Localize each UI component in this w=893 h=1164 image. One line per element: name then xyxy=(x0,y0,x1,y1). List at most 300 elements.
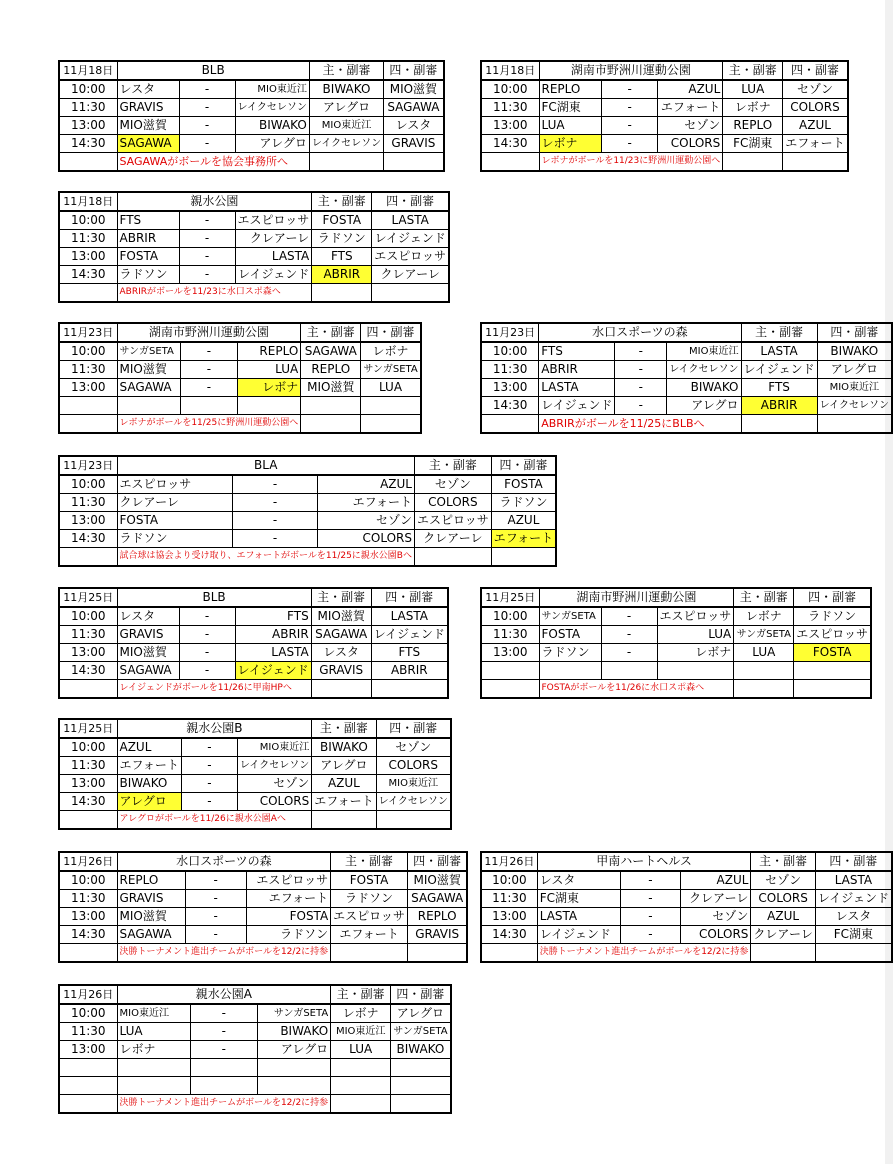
kickoff-time: 13:00 xyxy=(59,775,117,793)
home-team: GRAVIS xyxy=(117,626,179,644)
away-team: レイジェンド xyxy=(235,662,311,680)
vs-separator: - xyxy=(179,117,235,135)
note-row xyxy=(59,153,444,172)
match-row xyxy=(59,342,421,361)
vs-separator: - xyxy=(181,757,237,775)
away-team: レボナ xyxy=(237,379,300,397)
main-referee-team: レイジェンド xyxy=(741,361,817,379)
home-team xyxy=(117,1077,191,1095)
vs-separator: - xyxy=(601,117,657,135)
away-team: レイクセレソン xyxy=(235,99,309,117)
away-team: アレグロ xyxy=(257,1041,331,1059)
kickoff-time: 14:30 xyxy=(481,135,539,153)
main-referee-team: LUA xyxy=(723,80,783,99)
kickoff-time: 14:30 xyxy=(59,530,117,548)
referee-header-main: 主・副審 xyxy=(734,588,794,607)
table-header-row xyxy=(59,456,556,475)
kickoff-time: 14:30 xyxy=(59,266,117,284)
vs-separator: - xyxy=(181,775,237,793)
home-team: クレアーレ xyxy=(117,494,233,512)
vs-separator: - xyxy=(185,926,246,944)
fourth-referee-team: エフォート xyxy=(783,135,848,153)
fourth-referee-team: MIO滋賀 xyxy=(384,80,444,99)
main-referee-team: アレグロ xyxy=(309,99,383,117)
referee-header-fourth: 四・副審 xyxy=(391,985,451,1004)
ball-handover-note: 試合球は協会より受け取り、エフォートがボールを11/25に親水公園Bへ xyxy=(117,548,414,567)
home-team: FOSTA xyxy=(117,248,179,266)
vs-separator: - xyxy=(179,135,235,153)
ball-handover-note: レイジェンドがボールを11/26に甲南HPへ xyxy=(117,680,311,699)
vs-separator: - xyxy=(180,379,237,397)
match-row xyxy=(59,738,451,757)
match-row xyxy=(59,1023,451,1041)
match-row xyxy=(59,512,556,530)
fourth-referee-team xyxy=(391,1059,451,1077)
referee-header-main: 主・副審 xyxy=(331,852,408,871)
main-referee-team: SAGAWA xyxy=(301,342,361,361)
kickoff-time: 14:30 xyxy=(481,926,537,944)
kickoff-time: 14:30 xyxy=(59,793,117,811)
kickoff-time: 13:00 xyxy=(481,117,539,135)
home-team: ラドソン xyxy=(539,644,601,662)
note-spacer xyxy=(59,811,117,830)
note-row xyxy=(59,680,448,699)
kickoff-time: 13:00 xyxy=(59,117,117,135)
fourth-referee-team: レイジェンド xyxy=(372,230,449,248)
home-team: SAGAWA xyxy=(117,135,179,153)
fourth-referee-team: セゾン xyxy=(376,738,451,757)
kickoff-time: 11:30 xyxy=(59,99,117,117)
note-empty-cell xyxy=(311,680,371,699)
note-empty-cell xyxy=(301,415,361,434)
table-header-row xyxy=(59,852,467,871)
note-spacer xyxy=(59,1095,117,1114)
vs-separator: - xyxy=(620,871,681,890)
referee-header-fourth: 四・副審 xyxy=(794,588,871,607)
main-referee-team: MIO東近江 xyxy=(309,117,383,135)
main-referee-team: レボナ xyxy=(734,607,794,626)
vs-separator: - xyxy=(179,80,235,99)
ball-handover-note: ABRIRがボールを11/23に水口スポ森へ xyxy=(117,284,312,303)
home-team: レスタ xyxy=(537,871,620,890)
fourth-referee-team: REPLO xyxy=(407,908,467,926)
fourth-referee-team: GRAVIS xyxy=(384,135,444,153)
vs-separator: - xyxy=(185,908,246,926)
main-referee-team: COLORS xyxy=(414,494,491,512)
referee-header-main: 主・副審 xyxy=(312,192,372,211)
schedule-table xyxy=(58,984,452,1114)
home-team: サンガSETA xyxy=(539,607,601,626)
fourth-referee-team: FOSTA xyxy=(794,644,871,662)
away-team: クレアーレ xyxy=(235,230,312,248)
vs-separator: - xyxy=(233,530,317,548)
vs-separator: - xyxy=(191,1023,257,1041)
kickoff-time: 10:00 xyxy=(59,342,117,361)
away-team: REPLO xyxy=(237,342,300,361)
kickoff-time: 11:30 xyxy=(481,890,537,908)
match-row xyxy=(59,607,448,626)
main-referee-team xyxy=(734,662,794,680)
vs-separator: - xyxy=(180,361,237,379)
fourth-referee-team: BIWAKO xyxy=(817,342,892,361)
table-header-row xyxy=(59,985,451,1004)
note-spacer xyxy=(481,415,539,434)
fourth-referee-team: アレグロ xyxy=(391,1004,451,1023)
note-spacer xyxy=(59,680,117,699)
referee-header-main: 主・副審 xyxy=(331,985,391,1004)
away-team: セゾン xyxy=(237,775,311,793)
note-empty-cell xyxy=(371,680,448,699)
match-row xyxy=(481,135,848,153)
match-date: 11月25日 xyxy=(59,588,117,607)
kickoff-time: 11:30 xyxy=(59,494,117,512)
main-referee-team: レボナ xyxy=(331,1004,391,1023)
note-row xyxy=(59,548,556,567)
note-empty-cell xyxy=(414,548,491,567)
vs-separator: - xyxy=(233,512,317,530)
match-row xyxy=(59,793,451,811)
fourth-referee-team: エスピロッサ xyxy=(794,626,871,644)
fourth-referee-team: COLORS xyxy=(783,99,848,117)
vs-separator: - xyxy=(233,475,317,494)
away-team: クレアーレ xyxy=(681,890,751,908)
vs-separator: - xyxy=(601,135,657,153)
match-date: 11月26日 xyxy=(481,852,537,871)
kickoff-time: 14:30 xyxy=(481,397,539,415)
home-team: レイジェンド xyxy=(539,397,615,415)
home-team: GRAVIS xyxy=(117,99,179,117)
fourth-referee-team: レイジェンド xyxy=(815,890,892,908)
ball-handover-note: FOSTAがボールを11/26に水口スポ森へ xyxy=(539,680,734,699)
note-row xyxy=(481,153,848,172)
match-row xyxy=(59,757,451,775)
venue-name: 湖南市野洲川運動公園 xyxy=(539,61,723,80)
away-team: エスピロッサ xyxy=(235,211,312,230)
vs-separator xyxy=(180,397,237,415)
fourth-referee-team: レスタ xyxy=(384,117,444,135)
home-team xyxy=(117,1059,191,1077)
scrollbar[interactable] xyxy=(885,0,893,1164)
table-header-row xyxy=(481,852,892,871)
schedule-table xyxy=(58,718,452,830)
away-team: ラドソン xyxy=(246,926,330,944)
main-referee-team: ラドソン xyxy=(312,230,372,248)
vs-separator xyxy=(601,662,657,680)
away-team: エフォート xyxy=(246,890,330,908)
main-referee-team: FOSTA xyxy=(312,211,372,230)
kickoff-time: 13:00 xyxy=(59,644,117,662)
main-referee-team: エフォート xyxy=(331,926,408,944)
match-row xyxy=(59,644,448,662)
note-empty-cell xyxy=(491,548,556,567)
main-referee-team: MIO滋賀 xyxy=(301,379,361,397)
home-team: FC湖東 xyxy=(539,99,601,117)
vs-separator: - xyxy=(179,99,235,117)
match-row xyxy=(59,117,444,135)
fourth-referee-team: AZUL xyxy=(783,117,848,135)
home-team: FOSTA xyxy=(117,512,233,530)
referee-header-main: 主・副審 xyxy=(751,852,815,871)
kickoff-time xyxy=(59,1077,117,1095)
away-team: エフォート xyxy=(658,99,723,117)
referee-header-fourth: 四・副審 xyxy=(817,323,892,342)
match-row xyxy=(59,1077,451,1095)
main-referee-team xyxy=(301,397,361,415)
main-referee-team: MIO滋賀 xyxy=(311,607,371,626)
note-row xyxy=(59,415,421,434)
vs-separator: - xyxy=(191,1041,257,1059)
ball-handover-note: アレグロがボールを11/26に親水公園Aへ xyxy=(117,811,312,830)
kickoff-time: 11:30 xyxy=(59,626,117,644)
home-team: エスピロッサ xyxy=(117,475,233,494)
note-spacer xyxy=(481,944,537,963)
home-team: レイジェンド xyxy=(537,926,620,944)
away-team: ABRIR xyxy=(235,626,311,644)
venue-name: 親水公園B xyxy=(117,719,312,738)
home-team: FTS xyxy=(539,342,615,361)
fourth-referee-team xyxy=(391,1077,451,1095)
note-spacer xyxy=(59,284,117,303)
kickoff-time: 14:30 xyxy=(59,662,117,680)
kickoff-time: 10:00 xyxy=(481,80,539,99)
referee-header-fourth: 四・副審 xyxy=(372,192,449,211)
home-team: FC湖東 xyxy=(537,890,620,908)
note-row xyxy=(59,1095,451,1114)
fourth-referee-team: サンガSETA xyxy=(361,361,421,379)
away-team: COLORS xyxy=(658,135,723,153)
kickoff-time: 10:00 xyxy=(59,871,117,890)
note-row xyxy=(59,811,451,830)
match-date: 11月18日 xyxy=(59,192,117,211)
vs-separator: - xyxy=(601,607,657,626)
note-empty-cell xyxy=(376,811,451,830)
match-row xyxy=(59,1004,451,1023)
note-empty-cell xyxy=(751,944,815,963)
home-team: MIO滋賀 xyxy=(117,908,185,926)
fourth-referee-team: LASTA xyxy=(815,871,892,890)
referee-header-main: 主・副審 xyxy=(414,456,491,475)
kickoff-time xyxy=(59,1059,117,1077)
home-team: ABRIR xyxy=(539,361,615,379)
kickoff-time: 14:30 xyxy=(59,135,117,153)
away-team: COLORS xyxy=(681,926,751,944)
fourth-referee-team: LUA xyxy=(361,379,421,397)
schedule-table xyxy=(480,322,893,434)
away-team: レイクセレソン xyxy=(667,361,741,379)
fourth-referee-team: FOSTA xyxy=(491,475,556,494)
note-empty-cell xyxy=(817,415,892,434)
vs-separator: - xyxy=(615,397,667,415)
home-team: MIO東近江 xyxy=(117,1004,191,1023)
main-referee-team: エスピロッサ xyxy=(331,908,408,926)
referee-header-main: 主・副審 xyxy=(723,61,783,80)
referee-header-main: 主・副審 xyxy=(312,719,376,738)
main-referee-team: レイクセレソン xyxy=(309,135,383,153)
away-team: セゾン xyxy=(681,908,751,926)
note-row xyxy=(481,680,871,699)
match-row xyxy=(59,494,556,512)
fourth-referee-team: ABRIR xyxy=(371,662,448,680)
vs-separator: - xyxy=(615,361,667,379)
fourth-referee-team: レイクセレソン xyxy=(817,397,892,415)
vs-separator: - xyxy=(179,266,235,284)
home-team: ラドソン xyxy=(117,266,179,284)
ball-handover-note: ABRIRがボールを11/25にBLBへ xyxy=(539,415,741,434)
home-team: ABRIR xyxy=(117,230,179,248)
vs-separator: - xyxy=(181,793,237,811)
vs-separator: - xyxy=(620,926,681,944)
ball-handover-note: 決勝トーナメント進出チームがボールを12/2に持参 xyxy=(117,944,331,963)
schedule-table xyxy=(58,851,468,963)
match-row xyxy=(59,1041,451,1059)
home-team: レスタ xyxy=(117,607,179,626)
referee-header-fourth: 四・副審 xyxy=(371,588,448,607)
home-team: REPLO xyxy=(539,80,601,99)
main-referee-team: ABRIR xyxy=(741,397,817,415)
away-team: アレグロ xyxy=(667,397,741,415)
vs-separator: - xyxy=(615,379,667,397)
note-empty-cell xyxy=(384,153,444,172)
away-team: BIWAKO xyxy=(257,1023,331,1041)
vs-separator: - xyxy=(601,99,657,117)
referee-header-fourth: 四・副審 xyxy=(491,456,556,475)
vs-separator: - xyxy=(179,644,235,662)
note-empty-cell xyxy=(734,680,794,699)
match-date: 11月23日 xyxy=(481,323,539,342)
match-row xyxy=(481,80,848,99)
kickoff-time xyxy=(59,397,117,415)
match-date: 11月23日 xyxy=(59,456,117,475)
vs-separator: - xyxy=(179,607,235,626)
home-team: FOSTA xyxy=(539,626,601,644)
away-team: セゾン xyxy=(317,512,414,530)
match-row xyxy=(481,626,871,644)
kickoff-time: 13:00 xyxy=(59,512,117,530)
vs-separator: - xyxy=(180,342,237,361)
main-referee-team: BIWAKO xyxy=(309,80,383,99)
match-row xyxy=(481,908,892,926)
main-referee-team: REPLO xyxy=(301,361,361,379)
home-team: MIO滋賀 xyxy=(117,117,179,135)
home-team xyxy=(117,397,180,415)
kickoff-time: 11:30 xyxy=(481,361,539,379)
kickoff-time: 13:00 xyxy=(59,908,117,926)
main-referee-team: REPLO xyxy=(723,117,783,135)
away-team: エフォート xyxy=(317,494,414,512)
note-empty-cell xyxy=(331,944,408,963)
table-header-row xyxy=(59,192,449,211)
vs-separator: - xyxy=(179,211,235,230)
main-referee-team: ラドソン xyxy=(331,890,408,908)
home-team: サンガSETA xyxy=(117,342,180,361)
away-team xyxy=(657,662,734,680)
note-row xyxy=(59,284,449,303)
home-team xyxy=(539,662,601,680)
match-row xyxy=(59,662,448,680)
match-date: 11月23日 xyxy=(59,323,117,342)
note-empty-cell xyxy=(794,680,871,699)
home-team: LASTA xyxy=(539,379,615,397)
vs-separator: - xyxy=(601,626,657,644)
kickoff-time: 14:30 xyxy=(59,926,117,944)
main-referee-team: FTS xyxy=(741,379,817,397)
referee-header-fourth: 四・副審 xyxy=(815,852,892,871)
away-team: LASTA xyxy=(235,248,312,266)
fourth-referee-team: レイクセレソン xyxy=(376,793,451,811)
kickoff-time: 11:30 xyxy=(481,626,539,644)
schedule-table xyxy=(480,851,893,963)
fourth-referee-team: セゾン xyxy=(783,80,848,99)
table-header-row xyxy=(59,719,451,738)
away-team: LUA xyxy=(657,626,734,644)
away-team: COLORS xyxy=(317,530,414,548)
vs-separator xyxy=(191,1077,257,1095)
match-row xyxy=(59,530,556,548)
home-team: SAGAWA xyxy=(117,662,179,680)
fourth-referee-team: ラドソン xyxy=(491,494,556,512)
referee-header-main: 主・副審 xyxy=(301,323,361,342)
fourth-referee-team: エスピロッサ xyxy=(372,248,449,266)
home-team: アレグロ xyxy=(117,793,181,811)
main-referee-team: FTS xyxy=(312,248,372,266)
main-referee-team: FC湖東 xyxy=(723,135,783,153)
match-row xyxy=(59,890,467,908)
fourth-referee-team: MIO東近江 xyxy=(817,379,892,397)
away-team: エスピロッサ xyxy=(657,607,734,626)
note-empty-cell xyxy=(372,284,449,303)
match-row xyxy=(59,266,449,284)
match-row xyxy=(481,397,892,415)
away-team: COLORS xyxy=(237,793,311,811)
match-date: 11月26日 xyxy=(59,852,117,871)
venue-name: 甲南ハートヘルス xyxy=(537,852,751,871)
fourth-referee-team: COLORS xyxy=(376,757,451,775)
away-team: AZUL xyxy=(681,871,751,890)
fourth-referee-team: エフォート xyxy=(491,530,556,548)
schedule-table xyxy=(58,191,450,303)
fourth-referee-team: MIO滋賀 xyxy=(407,871,467,890)
fourth-referee-team: サンガSETA xyxy=(391,1023,451,1041)
match-row xyxy=(59,871,467,890)
note-empty-cell xyxy=(723,153,783,172)
venue-name: 湖南市野洲川運動公園 xyxy=(117,323,301,342)
vs-separator: - xyxy=(185,871,246,890)
kickoff-time: 13:00 xyxy=(59,248,117,266)
referee-header-main: 主・副審 xyxy=(309,61,383,80)
referee-header-main: 主・副審 xyxy=(741,323,817,342)
note-row xyxy=(481,415,892,434)
kickoff-time: 10:00 xyxy=(59,607,117,626)
match-date: 11月18日 xyxy=(59,61,117,80)
table-header-row xyxy=(481,588,871,607)
match-row xyxy=(481,342,892,361)
home-team: BIWAKO xyxy=(117,775,181,793)
note-empty-cell xyxy=(312,811,376,830)
schedule-table xyxy=(480,587,872,699)
main-referee-team: LUA xyxy=(734,644,794,662)
fourth-referee-team: AZUL xyxy=(491,512,556,530)
away-team: FTS xyxy=(235,607,311,626)
match-row xyxy=(59,135,444,153)
venue-name: BLB xyxy=(117,588,311,607)
away-team: MIO東近江 xyxy=(667,342,741,361)
away-team: AZUL xyxy=(658,80,723,99)
vs-separator: - xyxy=(601,80,657,99)
note-spacer xyxy=(481,680,539,699)
home-team: LASTA xyxy=(537,908,620,926)
fourth-referee-team: LASTA xyxy=(371,607,448,626)
away-team: セゾン xyxy=(658,117,723,135)
